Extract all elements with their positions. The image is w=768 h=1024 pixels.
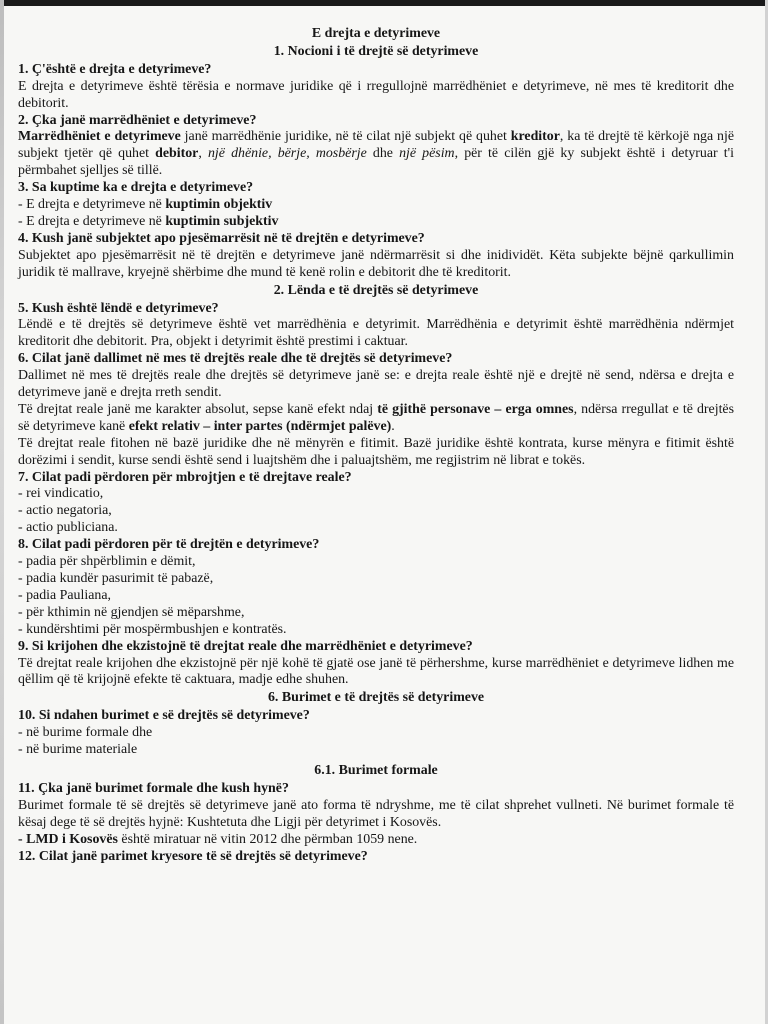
section-heading-6-1: 6.1. Burimet formale — [314, 762, 438, 778]
text-run: janë marrëdhënie juridike, në të cilat një subjekt që quhet — [180, 129, 511, 145]
text-run: dhe — [366, 146, 400, 162]
answer-5: Lëndë e të drejtës së detyrimeve është vet marrëdhënia e detyrimit. Marrëdhënia e detyrimit është marrëdhënia ndërmjet kreditorit dhe debitorit. Pra, objekt i detyrimit është prestimi i caktuar. — [18, 317, 734, 350]
text-run: Të drejtat reale janë me karakter absolut, sepse kanë efekt ndaj — [18, 401, 378, 417]
question-4: 4. Kush janë subjektet apo pjesëmarrësit në të drejtën e detyrimeve? — [18, 230, 425, 246]
answer-11: Burimet formale të së drejtës së detyrimeve janë ato forma të ndryshme, me të cilat shprehet vullneti. Në burimet formale të kësaj dege të së drejtës hyjnë: Kushtetuta dhe Ligji për detyrimet i Kosovës. — [18, 797, 734, 830]
text-run: , — [198, 146, 208, 162]
term-bold: efekt relativ – inter partes (ndërmjet palëve) — [128, 418, 392, 434]
answer-6c: Të drejtat reale fitohen në bazë juridike dhe në mënyrën e fitimit. Bazë juridike është kontrata, kurse mënyra e fitimit është dorëzimi i sendit, kurse sendi është send i luajtshëm dhe i paluajtshëm, me regjistrim në librat e tokës. — [18, 435, 734, 468]
text-run: - E drejta e detyrimeve në — [18, 197, 166, 213]
question-12: 12. Cilat janë parimet kryesore të së drejtës së detyrimeve? — [18, 848, 368, 864]
question-8: 8. Cilat padi përdoren për të drejtën e detyrimeve? — [18, 537, 320, 553]
list-item: - padia kundër pasurimit të pabazë, — [18, 571, 214, 586]
term-italic: një dhënie, bërje, mosbërje — [207, 146, 367, 162]
section-heading-2: 2. Lënda e të drejtës së detyrimeve — [273, 282, 479, 298]
section-heading-6: 6. Burimet e të drejtës së detyrimeve — [267, 690, 485, 706]
text-run: . — [391, 418, 395, 434]
document-page — [18, 26, 734, 865]
list-item: - padia për shpërblimin e dëmit, — [18, 554, 196, 570]
answer-6b — [18, 402, 734, 436]
term-bold: kuptimin subjektiv — [165, 213, 279, 229]
answer-1: E drejta e detyrimeve është tërësia e normave juridike që i rregullojnë marrëdhëniet e detyrimeve, në mes të kreditorit dhe debitorit. — [18, 78, 734, 111]
list-item: - padia Pauliana, — [18, 587, 111, 603]
question-5: 5. Kush është lëndë e detyrimeve? — [18, 300, 219, 316]
list-item — [18, 197, 734, 214]
list-item: - në burime materiale — [18, 742, 138, 758]
list-item: - për kthimin në gjendjen së mëparshme, — [18, 604, 245, 620]
answer-11b — [18, 832, 734, 849]
question-1: 1. Ç'është e drejta e detyrimeve? — [18, 61, 212, 77]
question-9: 9. Si krijohen dhe ekzistojnë të drejtat reale dhe marrëdhëniet e detyrimeve? — [18, 638, 473, 654]
term-bold: kuptimin objektiv — [165, 197, 273, 213]
answer-6a: Dallimet në mes të drejtës reale dhe drejtës së detyrimeve janë se: e drejta reale është një e drejtë në send, ndërsa e drejta e detyrimeve janë e drejta rreth sendit. — [18, 368, 734, 401]
section-heading-1: 1. Nocioni i të drejtë së detyrimeve — [273, 43, 479, 59]
term-italic: një pësim — [399, 146, 455, 162]
text-run: , ka të drejtë të kërkojë nga një subjekt tjetër që quhet — [18, 129, 734, 162]
list-item: - në burime formale dhe — [18, 725, 153, 741]
term-bold: - LMD i Kosovës — [18, 831, 118, 847]
question-7: 7. Cilat padi përdoren për mbrojtjen e të drejtave reale? — [18, 469, 352, 485]
scan-top-edge — [0, 0, 768, 6]
text-run: - E drejta e detyrimeve në — [18, 213, 166, 229]
term-bold: debitor — [155, 146, 199, 162]
text-run: , ndërsa rregullat e të drejtës së detyrimeve kanë — [18, 401, 734, 434]
answer-4: Subjektet apo pjesëmarrësit në të drejtën e detyrimeve janë ndërmarrësit si dhe inidividët. Këta subjekte bëjnë qarkullimin juridik të mallrave, kryejnë shërbime dhe mund të kenë rolin e debitorit dhe të kreditorit. — [18, 247, 734, 280]
answer-2 — [18, 129, 734, 180]
question-3: 3. Sa kuptime ka e drejta e detyrimeve? — [18, 180, 254, 196]
question-10: 10. Si ndahen burimet e së drejtës së detyrimeve? — [18, 708, 310, 724]
question-2: 2. Çka janë marrëdhëniet e detyrimeve? — [18, 112, 257, 128]
text-run: është miratuar në vitin 2012 dhe përmban 1059 nene. — [117, 831, 418, 847]
term-bold: Marrëdhëniet e detyrimeve — [18, 129, 181, 145]
term-bold: të gjithë personave – erga omnes — [377, 401, 574, 417]
scan-left-edge — [0, 0, 4, 1024]
list-item: - actio publiciana. — [18, 520, 118, 536]
answer-9: Të drejtat reale krijohen dhe ekzistojnë për një kohë të gjatë ose janë të përhershme, kurse marrëdhëniet e detyrimeve lidhen me qëllim që të krijojnë efekte të caktuara, madje edhe shuhen. — [18, 655, 734, 688]
question-6: 6. Cilat janë dallimet në mes të drejtës reale dhe të drejtës së detyrimeve? — [18, 351, 453, 367]
term-bold: kreditor — [510, 129, 560, 145]
text-run: , për të cilën gjë ky subjekt është i detyruar t'i përmbahet sjelljes së tillë. — [18, 146, 734, 179]
question-11: 11. Çka janë burimet formale dhe kush hynë? — [18, 780, 289, 796]
list-item: - rei vindicatio, — [18, 486, 104, 502]
document-title: E drejta e detyrimeve — [311, 26, 441, 41]
list-item — [18, 214, 734, 231]
list-item: - kundërshtimi për mospërmbushjen e kontratës. — [18, 621, 287, 637]
list-item: - actio negatoria, — [18, 503, 112, 519]
